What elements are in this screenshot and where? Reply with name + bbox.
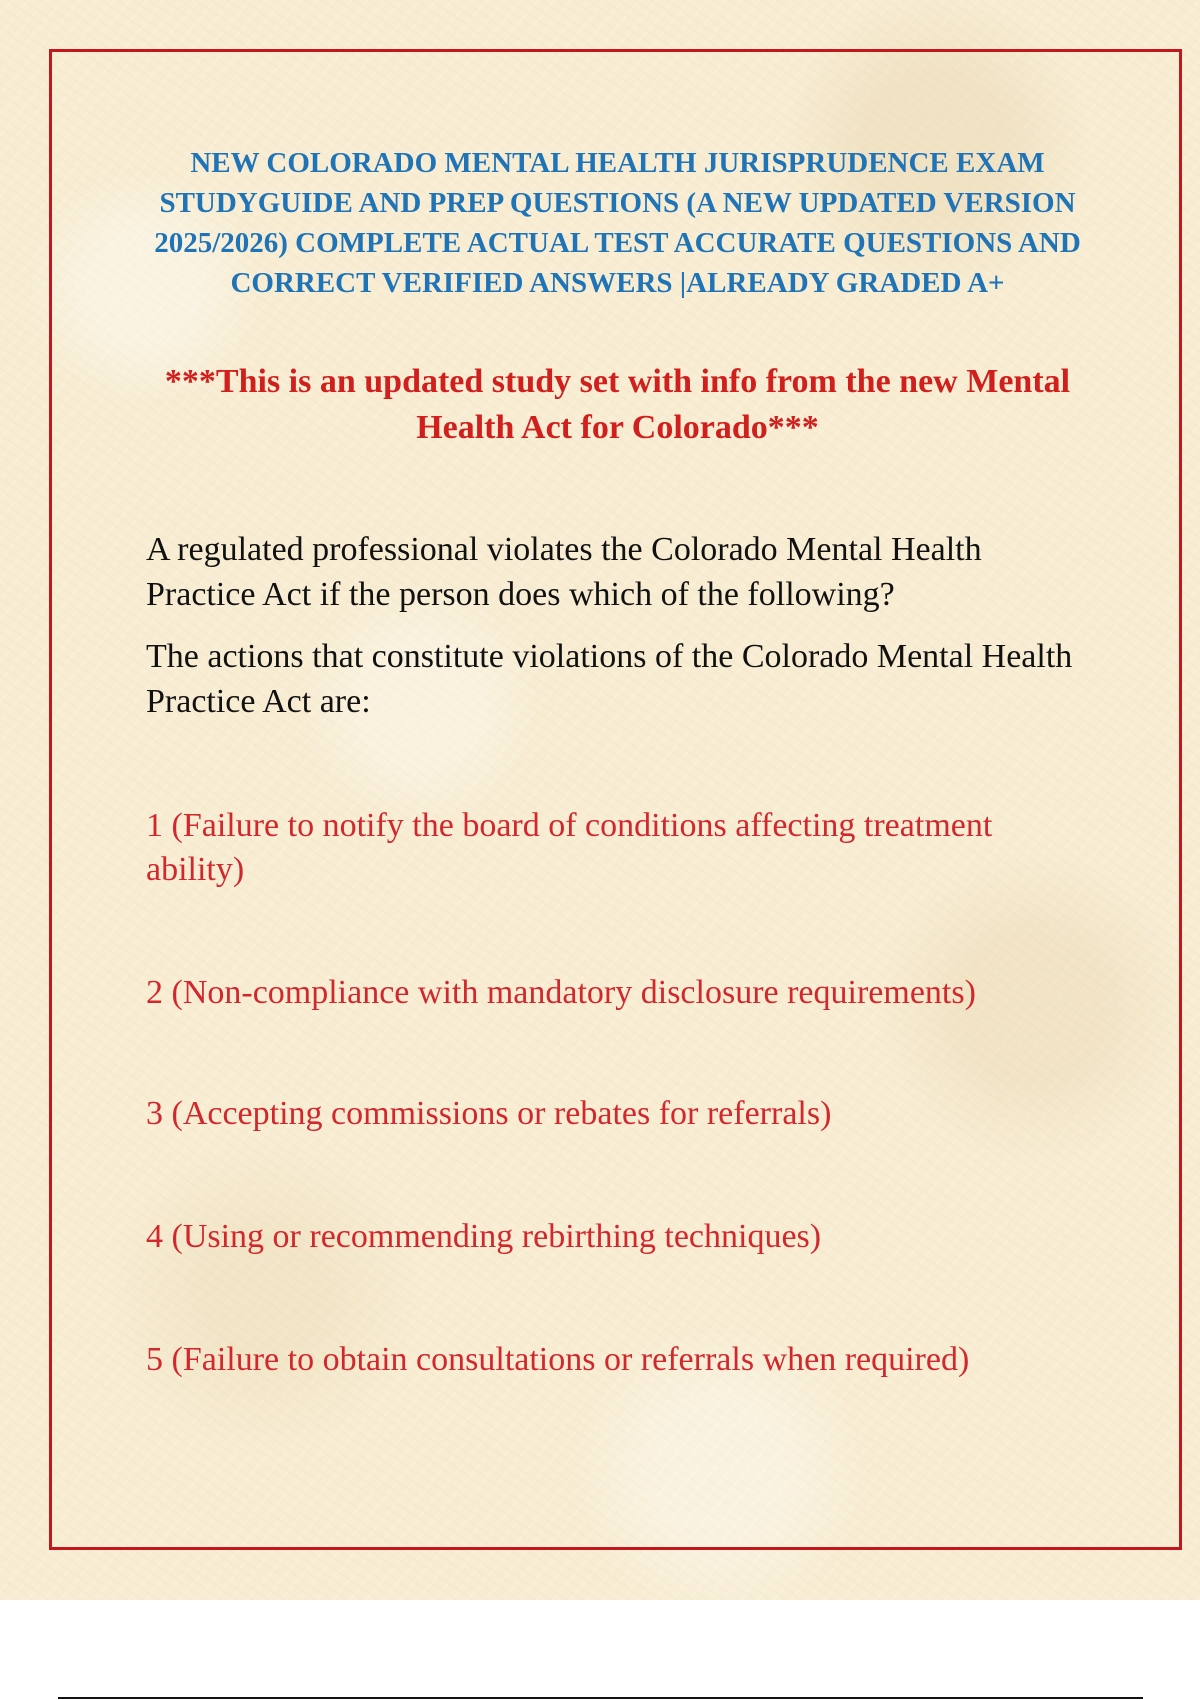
answer-item-2: 2 (Non-compliance with mandatory disclosure requirements) [146, 974, 976, 1011]
update-notice: ***This is an updated study set with info from the new Mental Health Act for Colorado*** [164, 363, 1071, 446]
answer-item-4: 4 (Using or recommending rebirthing techniques) [146, 1218, 822, 1255]
answer-item-1: 1 (Failure to notify the board of conditions affecting treatment ability) [146, 807, 993, 888]
answer-item-5: 5 (Failure to obtain consultations or referrals when required) [146, 1341, 970, 1378]
answer-item-3: 3 (Accepting commissions or rebates for referrals) [146, 1095, 832, 1132]
exam-question: A regulated professional violates the Colorado Mental Health Practice Act if the person does which of the following? [146, 531, 982, 613]
footer-rule [58, 1697, 1143, 1699]
answer-introduction: The actions that constitute violations of the Colorado Mental Health Practice Act are: [146, 638, 1073, 720]
document-title: NEW COLORADO MENTAL HEALTH JURISPRUDENCE EXAM STUDYGUIDE AND PREP QUESTIONS (A NEW UPDATED VERSION 2025/2026) COMPLETE ACTUAL TEST ACCURATE QUESTIONS AND CORRECT VERIFIED ANSWERS |ALREADY GRADED A+ [154, 147, 1081, 299]
